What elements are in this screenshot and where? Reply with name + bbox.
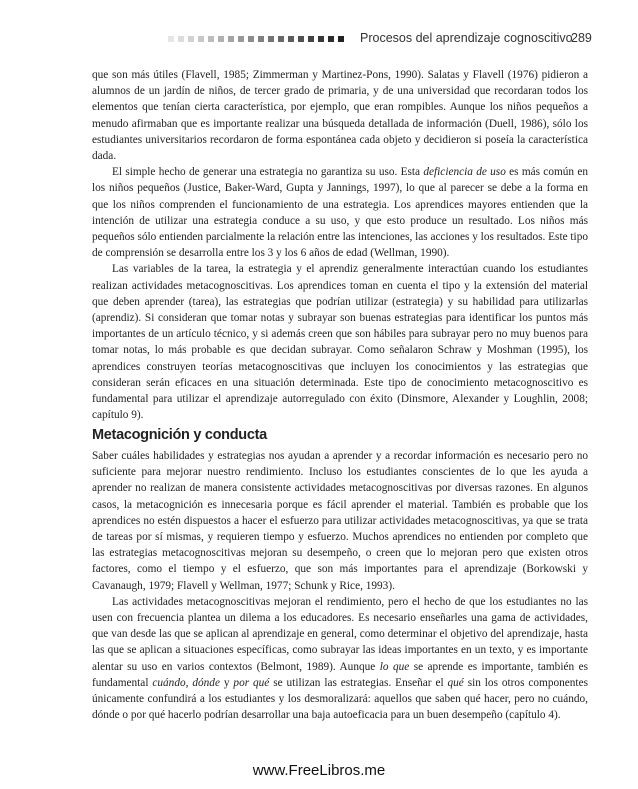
paragraph: que son más útiles (Flavell, 1985; Zimmerman y Martinez-Pons, 1990). Salatas y Flavell (1976) pidieron a alumnos de un jardín de niños, de tercer grado de primaria, y de una universidad que recordaran todos los elementos que tenían cierta característica, por ejemplo, que eran rompibles. Aunque los niños pequeños a menudo afirmaban que es importante realizar una búsqueda detallada de información (Duell, 1986), sólo los estudiantes universitarios recordaron de forma espontánea cada objeto y decidieron si poseía la característica dada. [92,69,588,163]
decorative-dot [338,36,344,42]
page-header [0,30,638,50]
decorative-dot [248,36,254,42]
decorative-dot-bar [168,36,344,42]
paragraph [92,164,588,261]
section-heading: Metacognición y conducta [92,427,267,443]
decorative-dot [318,36,324,42]
decorative-dot [288,36,294,42]
emphasis: cuándo, dónde [152,676,220,689]
text-run: es más común en los niños pequeños (Justice, Baker-Ward, Gupta y Jannings, 1997), lo que al parecer se debe a la forma en que los niños comprenden el funcionamiento de una estrategia. Los aprendices mayores entienden que la intención de utilizar una estrategia conduce a su uso, y que esto produce un resultado. Los niños más pequeños sólo entienden parcialmente la relación entre las intenciones, las acciones y los resultados. Este tipo de comprensión se desarrolla entre los 3 y los 6 años de edad (Wellman, 1990). [92,166,588,260]
running-head: Procesos del aprendizaje cognoscitivo [360,31,573,45]
text-run: sin los otros componentes únicamente confundirá a los estudiantes y los desmoralizará: aquellos que saben qué hacer, pero no cuándo, dónde o por qué hacerlo podrían desarrollar una baja autoeficacia para un buen desempeño (capítulo 4). [92,676,588,722]
emphasis: por qué [233,676,270,689]
decorative-dot [218,36,224,42]
emphasis: qué [447,676,464,689]
text-block-intro [92,67,588,423]
decorative-dot [208,36,214,42]
paragraph: Saber cuáles habilidades y estrategias nos ayudan a aprender y a recordar información es necesario pero no suficiente para mejorar nuestro rendimiento. Incluso los estudiantes conscientes de lo que les ayuda a aprender no realizan de manera consistente actividades metacognoscitivas por diversas razones. En algunos casos, la metacognición es innecesaria porque es fácil aprender el material. También es probable que los aprendices no estén dispuestos a hacer el esfuerzo para utilizar actividades metacognoscitivas, ya que se trata de tareas por sí mismas, y requieren tiempo y esfuerzo. Muchos aprendices no entienden por completo que las estrategias metacognoscitivas mejoran su desempeño, o creen que lo mejoran pero que existen otros factores, como el tiempo y el esfuerzo, que son más importantes para el aprendizaje (Borkowski y Cavanaugh, 1979; Flavell y Wellman, 1977; Schunk y Rice, 1993). [92,450,588,592]
decorative-dot [188,36,194,42]
text-run: El simple hecho de generar una estrategia no garantiza su uso. Esta [112,166,424,179]
page-footer [0,762,638,779]
freelibros-link[interactable]: www.FreeLibros.me [252,762,386,779]
decorative-dot [168,36,174,42]
decorative-dot [258,36,264,42]
decorative-dot [278,36,284,42]
paragraph [92,594,588,724]
decorative-dot [298,36,304,42]
decorative-dot [308,36,314,42]
decorative-dot [228,36,234,42]
text-run: y [219,676,234,689]
decorative-dot [198,36,204,42]
decorative-dot [238,36,244,42]
text-run: se aprende es importante, también es fundamental [92,660,588,689]
page-number: 289 [571,31,592,45]
emphasis: lo que [379,660,410,673]
text-block-metacognition [92,448,588,723]
key-term: deficiencia de uso [423,166,506,179]
decorative-dot [178,36,184,42]
decorative-dot [268,36,274,42]
text-run: se utilizan las estrategias. Enseñar el [269,676,448,689]
decorative-dot [328,36,334,42]
text-run: Las actividades metacognoscitivas mejoran el rendimiento, pero el hecho de que los estudiantes no las usen con frecuencia plantea un dilema a los educadores. Es necesario enseñarles una gama de actividades, que van desde las que se aplican al aprendizaje en general, como determinar el objetivo del aprendizaje, hasta las que se aplican a situaciones específicas, como subrayar las ideas importantes en un texto, y es importante alentar su uso en varios contextos (Belmont, 1989). Aunque [92,595,588,673]
paragraph: Las variables de la tarea, la estrategia y el aprendiz generalmente interactúan cuando los estudiantes realizan actividades metacognoscitivas. Los aprendices toman en cuenta el tipo y la extensión del material que deben aprender (tarea), las estrategias que podrían utilizar (estrategia) y su habilidad para utilizarlas (aprendiz). Si consideran que tomar notas y subrayar son buenas estrategias para identificar los puntos más importantes de un artículo técnico, y si además creen que son hábiles para subrayar pero no muy buenos para tomar notas, lo más probable es que decidan subrayar. Como señalaron Schraw y Moshman (1995), los aprendices construyen teorías metacognoscitivas que incluyen los conocimientos y las estrategias que consideran serán eficaces en una situación determinada. Este tipo de conocimiento metacognoscitivo es fundamental para utilizar el aprendizaje autorregulado con éxito (Dinsmore, Alexander y Loughlin, 2008; capítulo 9). [92,263,588,422]
